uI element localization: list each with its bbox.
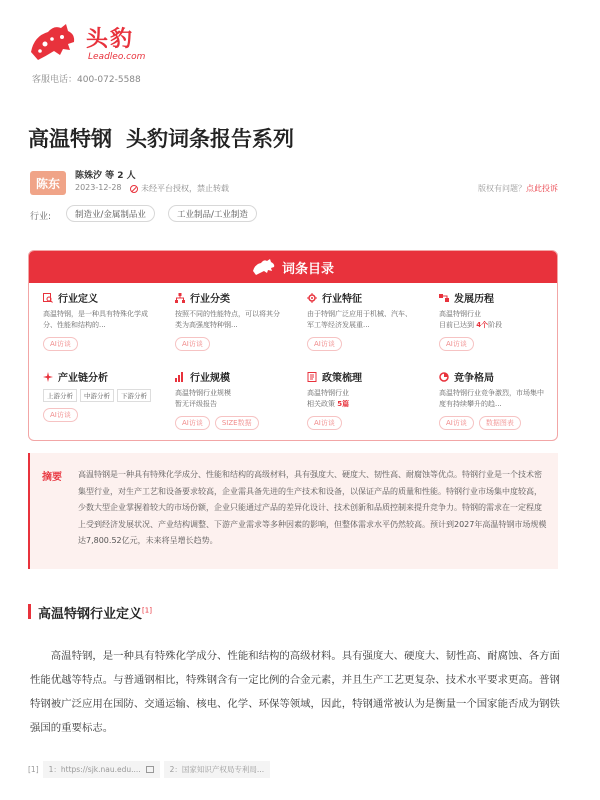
- reference-item[interactable]: [164, 761, 270, 778]
- publish-date: 2023-12-28: [75, 183, 122, 192]
- timeline-icon: [439, 293, 449, 303]
- catalog-item-desc: 高温特钢行业竞争激烈，市场集中度有持续攀升的趋...: [439, 389, 544, 408]
- catalog-item-title: 产业链分析: [58, 373, 108, 384]
- service-hotline: 客服电话：400-072-5588: [32, 75, 141, 85]
- catalog-item-title: 发展历程: [454, 294, 494, 305]
- reference-list: [28, 760, 558, 778]
- summary-box: [28, 453, 558, 569]
- reference-text: 2：国家知识产权局专利局...: [169, 764, 265, 774]
- no-repost-notice: [130, 183, 229, 194]
- page-title: [28, 123, 294, 153]
- ai-interview-badge[interactable]: AI访谈: [175, 337, 210, 351]
- chain-icon: [43, 372, 53, 382]
- reference-item[interactable]: [43, 761, 160, 778]
- catalog-item-desc: 高温特钢，是一种具有特殊化学成分、性能和结构的...: [43, 310, 148, 329]
- catalog-item-history[interactable]: [425, 283, 557, 362]
- gear-icon: [307, 293, 317, 303]
- catalog-item-title: 行业特征: [322, 294, 362, 305]
- author-avatar: 陈东: [30, 171, 66, 195]
- catalog-item-classification[interactable]: [161, 283, 293, 362]
- document-icon: [307, 372, 317, 382]
- catalog-item-title: 行业规模: [190, 373, 230, 384]
- ai-interview-badge[interactable]: AI访谈: [307, 337, 342, 351]
- leopard-logo-icon: [28, 22, 78, 64]
- industry-tag[interactable]: 工业制品/工业制造: [168, 205, 257, 222]
- catalog-item-title: 政策梳理: [322, 373, 362, 384]
- section-title-text: 高温特钢行业定义: [38, 607, 143, 622]
- ai-interview-badge[interactable]: AI访谈: [43, 337, 78, 351]
- pie-chart-icon: [439, 372, 449, 382]
- ban-icon: [130, 185, 138, 193]
- ai-interview-badge[interactable]: AI访谈: [439, 337, 474, 351]
- catalog-panel: [28, 250, 558, 441]
- summary-label: 摘要: [42, 472, 62, 483]
- upstream-tag[interactable]: 上游分析: [43, 389, 77, 402]
- catalog-item-features[interactable]: [293, 283, 425, 362]
- section-accent-bar: [28, 604, 31, 619]
- ai-interview-badge[interactable]: AI访谈: [175, 416, 210, 430]
- copy-icon: [146, 766, 154, 773]
- leopard-icon: [252, 258, 276, 276]
- copyright-question: 版权有问题？: [478, 184, 526, 193]
- catalog-item-competition[interactable]: [425, 362, 557, 441]
- industry-tag[interactable]: 制造业/金属制品业: [66, 205, 155, 222]
- brand-url: Leadleo.com: [88, 52, 146, 62]
- industry-label: 行业:: [30, 212, 52, 222]
- stage-count: 4个: [476, 321, 489, 329]
- ai-interview-badge[interactable]: AI访谈: [307, 416, 342, 430]
- size-data-badge[interactable]: SIZE数据: [215, 416, 259, 430]
- footnote-ref[interactable]: [1]: [142, 606, 152, 615]
- reference-text: 1：https://sjk.nau.edu....: [48, 764, 141, 774]
- ai-interview-badge[interactable]: AI访谈: [439, 416, 474, 430]
- catalog-header: [29, 251, 557, 283]
- catalog-item-desc: 高温特钢行业 相关政策 5篇: [307, 389, 350, 408]
- title-main: 高温特钢: [28, 127, 112, 151]
- catalog-grid: [29, 283, 557, 441]
- catalog-item-title: 行业分类: [190, 294, 230, 305]
- section-body: 高温特钢，是一种具有特殊化学成分、性能和结构的高级材料。具有强度大、硬度大、韧性高、耐腐蚀、各方面性能优越等特点。与普通钢相比，特殊钢含有一定比例的合金元素，并且生产工艺更复杂、技术水平要求更高。普钢特钢被广泛应用在国防、交通运输、核电、化学、环保等领域，因此，特钢通常被认为是衡量一个国家能否成为钢铁强国的重要标志。: [30, 650, 560, 734]
- no-repost-text: 未经平台授权，禁止转载: [141, 184, 229, 193]
- data-chart-badge[interactable]: 数据图表: [479, 416, 521, 430]
- section-title: [38, 603, 152, 622]
- catalog-item-definition[interactable]: [29, 283, 161, 362]
- search-doc-icon: [43, 293, 53, 303]
- author-name[interactable]: 陈姝汐 等 2 人: [75, 171, 136, 181]
- catalog-item-title: 竞争格局: [454, 373, 494, 384]
- hierarchy-icon: [175, 293, 185, 303]
- catalog-item-desc: 高温特钢行业规模 暂无评级报告: [175, 389, 231, 408]
- copyright-notice: [478, 183, 558, 194]
- reference-index: [1]: [28, 764, 39, 774]
- catalog-item-title: 行业定义: [58, 294, 98, 305]
- bar-chart-icon: [175, 372, 185, 382]
- catalog-item-chain[interactable]: [29, 362, 161, 441]
- catalog-item-desc: 高温特钢行业 目前已达到 4个阶段: [439, 310, 503, 329]
- midstream-tag[interactable]: 中游分析: [80, 389, 114, 402]
- ai-interview-badge[interactable]: AI访谈: [43, 408, 78, 422]
- complaint-link[interactable]: 点此投诉: [526, 184, 558, 193]
- title-sub: 头豹词条报告系列: [126, 127, 294, 151]
- catalog-item-desc: 按照不同的性能特点，可以将其分类为高强度特种钢...: [175, 310, 280, 329]
- catalog-item-desc: 由于特钢广泛应用于机械、汽车、军工等经济发展重...: [307, 310, 412, 329]
- catalog-item-scale[interactable]: [161, 362, 293, 441]
- policy-count: 5篇: [337, 400, 350, 408]
- catalog-heading: 词条目录: [281, 261, 334, 277]
- catalog-item-policy[interactable]: [293, 362, 425, 441]
- summary-text: 高温特钢是一种具有特殊化学成分、性能和结构的高级材料，具有强度大、硬度大、韧性高、耐腐蚀等优点。特钢行业是一个技术密集型行业，对生产工艺和设备要求较高，企业需具备先进的生产技术和设备，以保证产品的质量和性能。特钢行业市场集中度较高，少数大型企业掌握着较大的市场份额，企业只能通过产品的差异化设计、技术创新和品质控制来提升竞争力。特钢的需求在一定程度上受到经济发展状况、产业结构调整、下游产业需求等多种因素的影响，但整体需求水平仍然较高。预计到2027年高温特钢市场规模达7,800.52亿元，未来将呈增长趋势。: [78, 470, 547, 545]
- downstream-tag[interactable]: 下游分析: [117, 389, 151, 402]
- brand-name: 头豹: [86, 27, 135, 52]
